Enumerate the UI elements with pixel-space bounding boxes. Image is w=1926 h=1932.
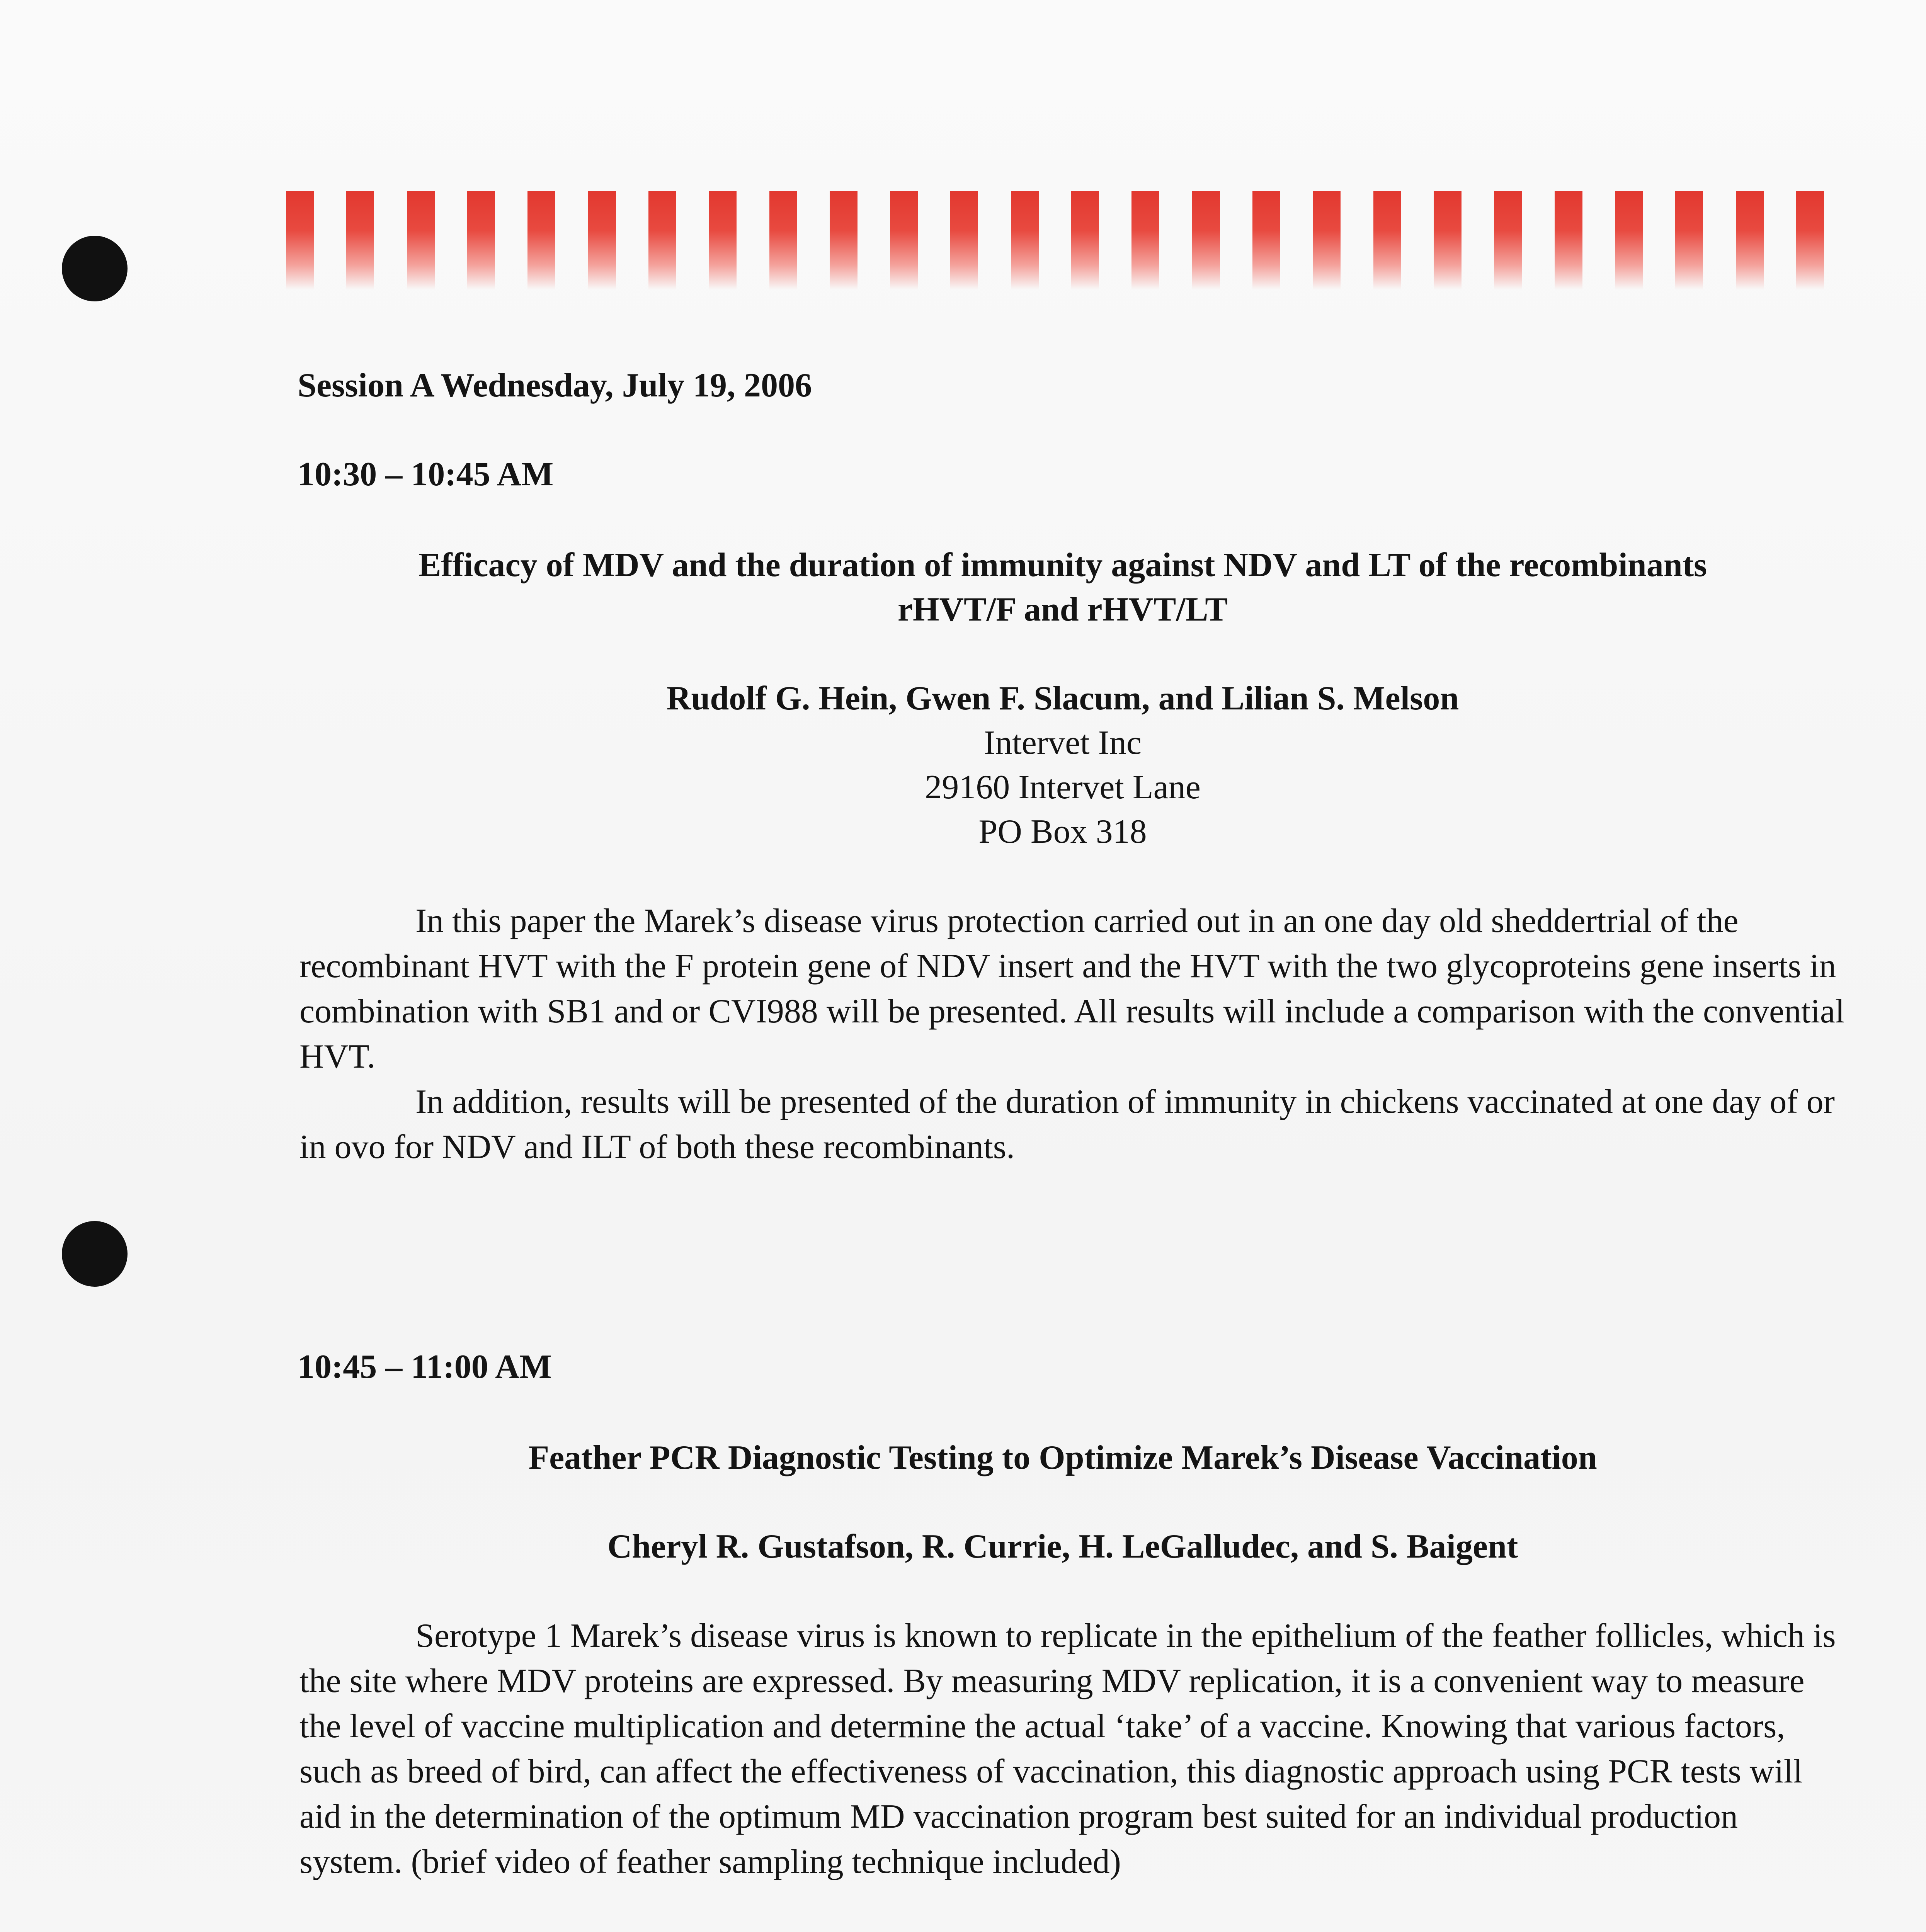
stripe: [286, 191, 314, 290]
stripe: [1736, 191, 1764, 290]
talk1-affiliation-line1: Intervet Inc: [984, 724, 1142, 762]
talk2-abstract-paragraph: Serotype 1 Marek’s disease virus is known to replicate in the epithelium of the feather follicles, which is the site where MDV proteins are expressed. By measuring MDV replication, it is a convenient way to measure the level of vaccine multiplication and determine the actual ‘take’ of a vaccine. Knowing that various factors, such as breed of bird, can affect the effectiveness of vaccination, this diagnostic approach using PCR tests will aid in the determination of the optimum MD vaccination program best suited for an individual production system. (brief video of feather sampling technique included): [299, 1617, 1836, 1881]
decorative-stripe-bar: [286, 191, 1824, 290]
talk1-title-line1: Efficacy of MDV and the duration of immunity against NDV and LT of the recombinants: [418, 546, 1707, 584]
talk1-time: 10:30 – 10:45 AM: [298, 456, 554, 493]
stripe: [346, 191, 374, 290]
talk2-authors: Cheryl R. Gustafson, R. Currie, H. LeGalludec, and S. Baigent: [607, 1528, 1518, 1565]
talk2-title: Feather PCR Diagnostic Testing to Optimize Marek’s Disease Vaccination: [528, 1439, 1597, 1476]
stripe: [527, 191, 555, 290]
binder-hole-top: [62, 236, 128, 301]
stripe: [1071, 191, 1099, 290]
binder-hole-middle: [62, 1221, 128, 1287]
stripe: [1192, 191, 1220, 290]
stripe: [588, 191, 616, 290]
stripe: [467, 191, 495, 290]
talk1-affiliation-line3: PO Box 318: [978, 813, 1147, 850]
talk1-affiliation-line2: 29160 Intervet Lane: [925, 769, 1201, 806]
stripe: [709, 191, 737, 290]
stripe: [1131, 191, 1159, 290]
talk1-abstract-paragraph1: In this paper the Marek’s disease virus protection carried out in an one day old sheddertrial of the recombinant HVT with the F protein gene of NDV insert and the HVT with the two glycoproteins gene inserts in combination with SB1 and or CVI988 will be presented. All results will include a comparison with the convential HVT.: [299, 902, 1845, 1075]
stripe: [950, 191, 978, 290]
talk2-time: 10:45 – 11:00 AM: [298, 1348, 552, 1386]
stripe: [1011, 191, 1039, 290]
talk1-abstract-paragraph2: In addition, results will be presented of the duration of immunity in chickens vaccinated at one day of or in ovo for NDV and ILT of both these recombinants.: [299, 1083, 1835, 1166]
stripe: [1796, 191, 1824, 290]
stripe: [407, 191, 435, 290]
stripe: [1615, 191, 1643, 290]
stripe: [648, 191, 676, 290]
stripe: [1555, 191, 1582, 290]
stripe: [1675, 191, 1703, 290]
stripe: [1434, 191, 1462, 290]
stripe: [769, 191, 797, 290]
talk1-title-line2: rHVT/F and rHVT/LT: [897, 591, 1228, 628]
stripe: [1373, 191, 1401, 290]
session-heading: Session A Wednesday, July 19, 2006: [298, 367, 812, 404]
stripe: [830, 191, 858, 290]
stripe: [890, 191, 918, 290]
stripe: [1252, 191, 1280, 290]
talk1-authors: Rudolf G. Hein, Gwen F. Slacum, and Lilian S. Melson: [666, 680, 1459, 717]
stripe: [1313, 191, 1341, 290]
stripe: [1494, 191, 1522, 290]
